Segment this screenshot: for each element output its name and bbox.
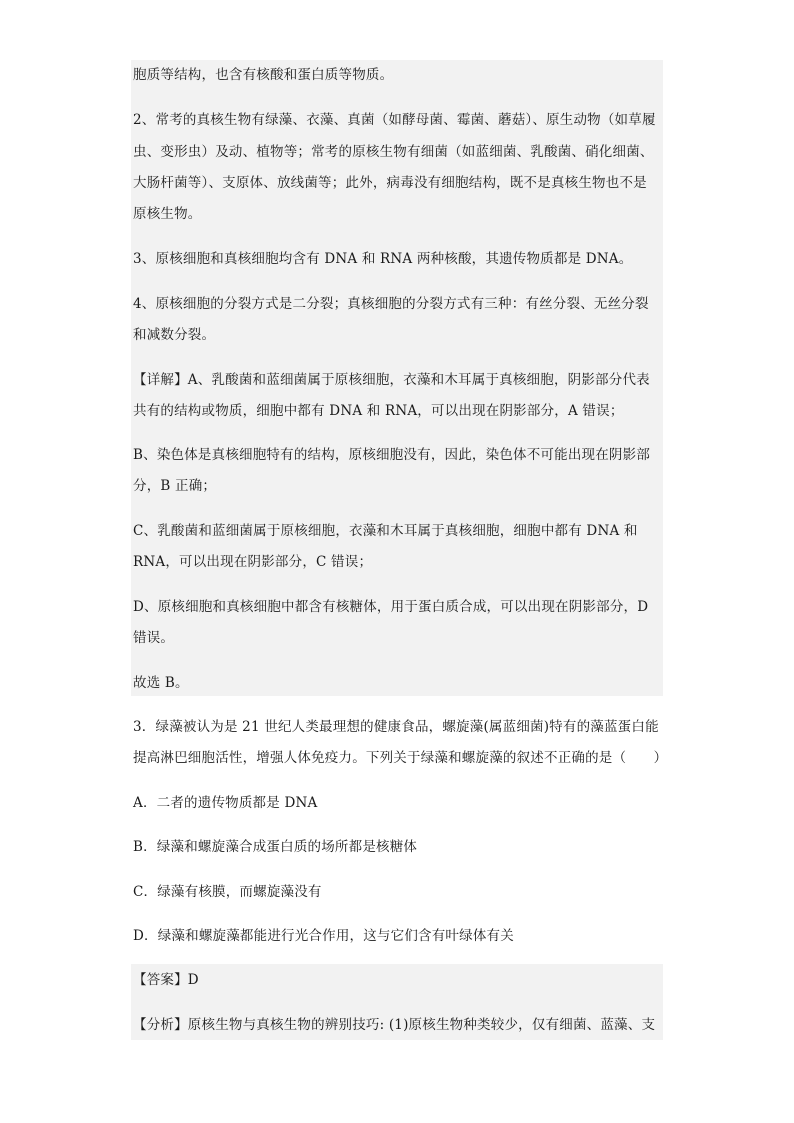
conclusion-line: 故选 B。 bbox=[133, 675, 189, 691]
option-d: D．绿藻和螺旋藻都能进行光合作用，这与它们含有叶绿体有关 bbox=[133, 928, 514, 944]
analysis-line: 原核生物。 bbox=[133, 206, 202, 222]
detail-line: 错误。 bbox=[133, 630, 175, 646]
option-b: B．绿藻和螺旋藻合成蛋白质的场所都是核糖体 bbox=[133, 839, 418, 855]
detail-line: 分，B 正确； bbox=[133, 478, 217, 494]
option-c: C．绿藻有核膜，而螺旋藻没有 bbox=[133, 884, 322, 900]
detail-line: D、原核细胞和真核细胞中都含有核糖体，用于蛋白质合成，可以出现在阴影部分，D bbox=[133, 599, 649, 615]
detail-line: B、染色体是真核细胞特有的结构，原核细胞没有，因此，染色体不可能出现在阴影部 bbox=[133, 447, 651, 463]
detail-line: RNA，可以出现在阴影部分，C 错误； bbox=[133, 554, 373, 570]
analysis-line: 虫、变形虫）及动、植物等；常考的原核生物有细菌（如蓝细菌、乳酸菌、硝化细菌、 bbox=[133, 144, 654, 160]
analysis-line: 胞质等结构，也含有核酸和蛋白质等物质。 bbox=[133, 67, 394, 83]
answer-line: 【答案】D bbox=[133, 972, 199, 988]
analysis-line: 和减数分裂。 bbox=[133, 327, 216, 343]
detail-line: C、乳酸菌和蓝细菌属于原核细胞，衣藻和木耳属于真核细胞，细胞中都有 DNA 和 bbox=[133, 523, 638, 539]
analysis-intro-line: 【分析】原核生物与真核生物的辨别技巧: (1)原核生物种类较少，仅有细菌、蓝藻、支 bbox=[133, 1017, 656, 1033]
option-a: A．二者的遗传物质都是 DNA bbox=[133, 795, 318, 811]
analysis-line: 4、原核细胞的分裂方式是二分裂；真核细胞的分裂方式有三种：有丝分裂、无丝分裂 bbox=[133, 296, 649, 312]
detail-line: 【详解】A、乳酸菌和蓝细菌属于原核细胞，衣藻和木耳属于真核细胞，阴影部分代表 bbox=[133, 372, 650, 388]
question-stem: 3．绿藻被认为是 21 世纪人类最理想的健康食品，螺旋藻(属蓝细菌)特有的藻蓝蛋白能 bbox=[133, 719, 659, 735]
analysis-line: 3、原核细胞和真核细胞均含有 DNA 和 RNA 两种核酸，其遗传物质都是 DNA。 bbox=[133, 251, 633, 267]
analysis-line: 2、常考的真核生物有绿藻、衣藻、真菌（如酵母菌、霉菌、蘑菇）、原生动物（如草履 bbox=[133, 112, 656, 128]
analysis-line: 大肠杆菌等）、支原体、放线菌等；此外，病毒没有细胞结构，既不是真核生物也不是 bbox=[133, 175, 647, 191]
question-stem: 提高淋巴细胞活性，增强人体免疫力。下列关于绿藻和螺旋藻的叙述不正确的是（ ） bbox=[133, 750, 668, 766]
detail-line: 共有的结构或物质，细胞中都有 DNA 和 RNA，可以出现在阴影部分，A 错误； bbox=[133, 403, 624, 419]
